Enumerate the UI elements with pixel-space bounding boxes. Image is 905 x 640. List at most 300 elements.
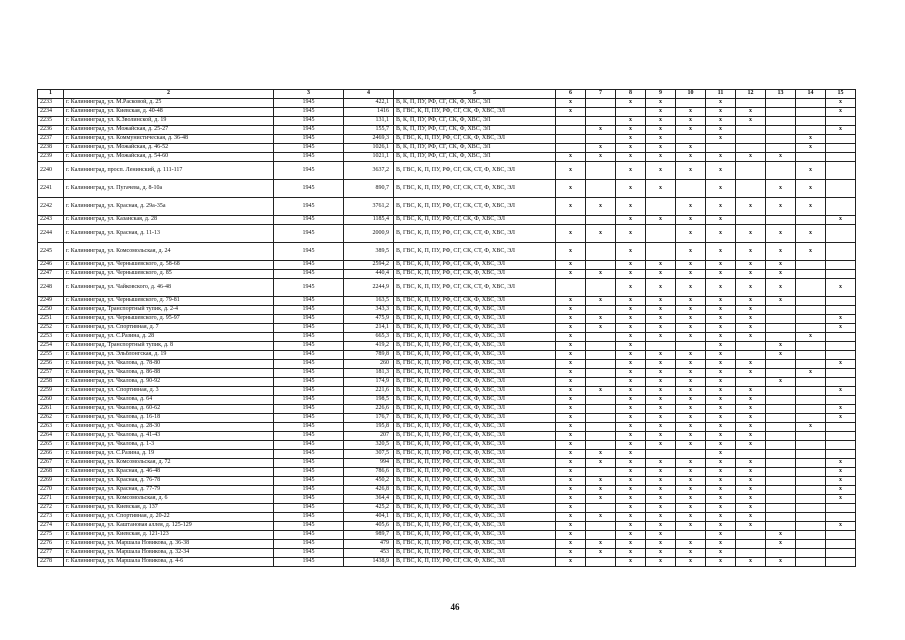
mark-cell: x bbox=[706, 477, 736, 486]
area-cell: 453 bbox=[344, 549, 394, 558]
area-cell: 2594,2 bbox=[344, 261, 394, 270]
mark-cell: x bbox=[556, 243, 586, 261]
systems-cell: В, ГВС, К, П, ПУ, РФ, СГ, СК, Ф, ХВС, ЭЛ bbox=[394, 477, 556, 486]
mark-cell: x bbox=[586, 387, 616, 396]
mark-cell bbox=[766, 495, 796, 504]
mark-cell: x bbox=[826, 387, 856, 396]
mark-cell bbox=[766, 396, 796, 405]
address-cell: г. Калининград, ул. Можайская, д. 54-60 bbox=[64, 153, 274, 162]
area-cell: 440,4 bbox=[344, 270, 394, 279]
mark-cell: x bbox=[556, 396, 586, 405]
mark-cell: x bbox=[736, 261, 766, 270]
mark-cell bbox=[826, 261, 856, 270]
mark-cell: x bbox=[586, 126, 616, 135]
row-number: 2249 bbox=[38, 297, 64, 306]
mark-cell: x bbox=[736, 333, 766, 342]
address-cell: г. Калининград, ул. Каштановая аллея, д. 125-129 bbox=[64, 522, 274, 531]
address-cell: г. Калининград, ул. Чернышевского, д. 85 bbox=[64, 270, 274, 279]
table-row bbox=[38, 531, 856, 540]
mark-cell: x bbox=[586, 477, 616, 486]
address-cell: г. Калининград, ул. Чкалова, д. 1-3 bbox=[64, 441, 274, 450]
mark-cell bbox=[796, 486, 826, 495]
mark-cell: x bbox=[826, 279, 856, 297]
row-number: 2258 bbox=[38, 378, 64, 387]
systems-cell: В, ГВС, К, П, ПУ, РФ, СГ, СК, Ф, ХВС, ЭЛ bbox=[394, 450, 556, 459]
mark-cell bbox=[556, 216, 586, 225]
mark-cell: x bbox=[616, 243, 646, 261]
column-header-2: 2 bbox=[64, 90, 274, 99]
mark-cell: x bbox=[616, 423, 646, 432]
mark-cell bbox=[826, 531, 856, 540]
mark-cell: x bbox=[556, 99, 586, 108]
mark-cell: x bbox=[706, 405, 736, 414]
mark-cell: x bbox=[616, 414, 646, 423]
area-cell: 181,3 bbox=[344, 369, 394, 378]
mark-cell bbox=[586, 135, 616, 144]
table-row bbox=[38, 522, 856, 531]
mark-cell bbox=[766, 216, 796, 225]
address-cell: г. Калининград, ул. Киевская, д. 137 bbox=[64, 504, 274, 513]
area-cell: 221,6 bbox=[344, 387, 394, 396]
systems-cell: В, ГВС, К, П, ПУ, РФ, СГ, СК, Ф, ХВС, ЭЛ bbox=[394, 360, 556, 369]
mark-cell: x bbox=[556, 324, 586, 333]
table-row bbox=[38, 324, 856, 333]
mark-cell: x bbox=[676, 324, 706, 333]
mark-cell bbox=[556, 126, 586, 135]
mark-cell bbox=[796, 216, 826, 225]
row-number: 2262 bbox=[38, 414, 64, 423]
row-number: 2257 bbox=[38, 369, 64, 378]
year-cell: 1945 bbox=[274, 297, 344, 306]
mark-cell bbox=[826, 450, 856, 459]
mark-cell: x bbox=[586, 324, 616, 333]
mark-cell: x bbox=[616, 297, 646, 306]
mark-cell: x bbox=[706, 162, 736, 180]
area-cell: 176,7 bbox=[344, 414, 394, 423]
area-cell: 3761,2 bbox=[344, 198, 394, 216]
mark-cell: x bbox=[706, 468, 736, 477]
mark-cell: x bbox=[706, 180, 736, 198]
year-cell: 1945 bbox=[274, 468, 344, 477]
address-cell: г. Калининград, ул. Комсомольская, д. 6 bbox=[64, 495, 274, 504]
mark-cell: x bbox=[736, 369, 766, 378]
address-cell: г. Калининград, ул. Красная, д. 29а-35а bbox=[64, 198, 274, 216]
mark-cell: x bbox=[646, 162, 676, 180]
table-row bbox=[38, 198, 856, 216]
row-number: 2251 bbox=[38, 315, 64, 324]
row-number: 2270 bbox=[38, 486, 64, 495]
mark-cell: x bbox=[586, 270, 616, 279]
table-row bbox=[38, 414, 856, 423]
mark-cell: x bbox=[616, 513, 646, 522]
row-number: 2253 bbox=[38, 333, 64, 342]
address-cell: г. Калининград, ул. Красная, д. 11-13 bbox=[64, 225, 274, 243]
mark-cell bbox=[826, 351, 856, 360]
mark-cell: x bbox=[616, 342, 646, 351]
mark-cell: x bbox=[646, 459, 676, 468]
mark-cell bbox=[796, 468, 826, 477]
mark-cell: x bbox=[646, 279, 676, 297]
systems-cell: В, К, П, ПУ, РФ, СГ, СК, Ф, ХВС, ЭЛ bbox=[394, 126, 556, 135]
mark-cell: x bbox=[556, 198, 586, 216]
mark-cell bbox=[826, 540, 856, 549]
address-cell: г. Калининград, ул. Чкалова, д. 41-43 bbox=[64, 432, 274, 441]
mark-cell: x bbox=[646, 351, 676, 360]
mark-cell: x bbox=[556, 369, 586, 378]
mark-cell: x bbox=[646, 432, 676, 441]
mark-cell: x bbox=[556, 297, 586, 306]
row-number: 2243 bbox=[38, 216, 64, 225]
mark-cell: x bbox=[616, 162, 646, 180]
address-cell: г. Калининград, ул. Эльблонгская, д. 19 bbox=[64, 351, 274, 360]
mark-cell: x bbox=[616, 486, 646, 495]
mark-cell bbox=[736, 531, 766, 540]
mark-cell: x bbox=[676, 108, 706, 117]
table-row bbox=[38, 477, 856, 486]
mark-cell: x bbox=[616, 540, 646, 549]
area-cell: 475,9 bbox=[344, 315, 394, 324]
mark-cell bbox=[586, 405, 616, 414]
mark-cell: x bbox=[736, 432, 766, 441]
mark-cell bbox=[616, 108, 646, 117]
mark-cell: x bbox=[676, 387, 706, 396]
systems-cell: В, ГВС, К, П, ПУ, РФ, СГ, СК, СТ, Ф, ХВС, ЭЛ bbox=[394, 243, 556, 261]
address-cell: г. Калининград, ул. Маршала Новикова, д. 4-6 bbox=[64, 558, 274, 567]
row-number: 2271 bbox=[38, 495, 64, 504]
mark-cell: x bbox=[676, 504, 706, 513]
year-cell: 1945 bbox=[274, 369, 344, 378]
mark-cell: x bbox=[556, 486, 586, 495]
mark-cell: x bbox=[646, 558, 676, 567]
year-cell: 1945 bbox=[274, 549, 344, 558]
mark-cell bbox=[586, 441, 616, 450]
mark-cell bbox=[586, 414, 616, 423]
mark-cell bbox=[736, 144, 766, 153]
mark-cell: x bbox=[556, 513, 586, 522]
row-number: 2261 bbox=[38, 405, 64, 414]
mark-cell: x bbox=[616, 126, 646, 135]
area-cell: 198,5 bbox=[344, 396, 394, 405]
mark-cell: x bbox=[616, 117, 646, 126]
mark-cell bbox=[826, 117, 856, 126]
mark-cell: x bbox=[736, 108, 766, 117]
mark-cell bbox=[826, 243, 856, 261]
mark-cell: x bbox=[556, 540, 586, 549]
mark-cell bbox=[676, 450, 706, 459]
mark-cell bbox=[796, 126, 826, 135]
mark-cell: x bbox=[616, 270, 646, 279]
table-row bbox=[38, 513, 856, 522]
mark-cell: x bbox=[676, 495, 706, 504]
table-row bbox=[38, 540, 856, 549]
mark-cell: x bbox=[586, 495, 616, 504]
mark-cell bbox=[736, 126, 766, 135]
mark-cell: x bbox=[616, 432, 646, 441]
year-cell: 1945 bbox=[274, 405, 344, 414]
year-cell: 1945 bbox=[274, 135, 344, 144]
mark-cell: x bbox=[676, 297, 706, 306]
mark-cell bbox=[586, 378, 616, 387]
systems-cell: В, ГВС, К, П, ПУ, РФ, СГ, СК, Ф, ХВС, ЭЛ bbox=[394, 333, 556, 342]
document-table-container bbox=[37, 89, 855, 567]
mark-cell bbox=[766, 441, 796, 450]
mark-cell: x bbox=[736, 297, 766, 306]
mark-cell bbox=[646, 225, 676, 243]
systems-cell: В, ГВС, К, П, ПУ, РФ, СГ, СК, Ф, ХВС, ЭЛ bbox=[394, 297, 556, 306]
mark-cell: x bbox=[706, 423, 736, 432]
row-number: 2233 bbox=[38, 99, 64, 108]
mark-cell bbox=[796, 459, 826, 468]
area-cell: 1021,1 bbox=[344, 153, 394, 162]
mark-cell: x bbox=[586, 315, 616, 324]
mark-cell: x bbox=[766, 225, 796, 243]
row-number: 2235 bbox=[38, 117, 64, 126]
year-cell: 1945 bbox=[274, 153, 344, 162]
mark-cell: x bbox=[676, 369, 706, 378]
area-cell: 3637,2 bbox=[344, 162, 394, 180]
year-cell: 1945 bbox=[274, 450, 344, 459]
mark-cell: x bbox=[616, 315, 646, 324]
row-number: 2263 bbox=[38, 423, 64, 432]
mark-cell: x bbox=[556, 441, 586, 450]
table-row bbox=[38, 486, 856, 495]
mark-cell: x bbox=[676, 513, 706, 522]
mark-cell: x bbox=[706, 504, 736, 513]
mark-cell: x bbox=[616, 144, 646, 153]
mark-cell: x bbox=[616, 531, 646, 540]
table-row bbox=[38, 315, 856, 324]
area-cell: 890,7 bbox=[344, 180, 394, 198]
mark-cell: x bbox=[736, 405, 766, 414]
mark-cell bbox=[796, 315, 826, 324]
mark-cell bbox=[586, 216, 616, 225]
mark-cell bbox=[556, 144, 586, 153]
year-cell: 1945 bbox=[274, 522, 344, 531]
area-cell: 155,7 bbox=[344, 126, 394, 135]
mark-cell: x bbox=[556, 387, 586, 396]
row-number: 2260 bbox=[38, 396, 64, 405]
mark-cell: x bbox=[616, 198, 646, 216]
row-number: 2252 bbox=[38, 324, 64, 333]
row-number: 2250 bbox=[38, 306, 64, 315]
mark-cell: x bbox=[766, 378, 796, 387]
mark-cell: x bbox=[616, 495, 646, 504]
mark-cell bbox=[826, 135, 856, 144]
mark-cell: x bbox=[556, 225, 586, 243]
mark-cell bbox=[766, 432, 796, 441]
row-number: 2259 bbox=[38, 387, 64, 396]
mark-cell: x bbox=[676, 144, 706, 153]
mark-cell: x bbox=[706, 486, 736, 495]
mark-cell: x bbox=[646, 99, 676, 108]
mark-cell: x bbox=[706, 315, 736, 324]
systems-cell: В, ГВС, К, П, ПУ, РФ, СГ, СК, Ф, ХВС, ЭЛ bbox=[394, 558, 556, 567]
column-header-7: 7 bbox=[586, 90, 616, 99]
mark-cell bbox=[556, 117, 586, 126]
mark-cell: x bbox=[646, 315, 676, 324]
address-cell: г. Калининград, ул. С.Разина, д. 19 bbox=[64, 450, 274, 459]
mark-cell bbox=[736, 162, 766, 180]
mark-cell: x bbox=[766, 153, 796, 162]
table-row bbox=[38, 558, 856, 567]
area-cell: 207 bbox=[344, 432, 394, 441]
mark-cell: x bbox=[556, 414, 586, 423]
systems-cell: В, ГВС, К, П, ПУ, РФ, СГ, СК, Ф, ХВС, ЭЛ bbox=[394, 387, 556, 396]
mark-cell bbox=[766, 333, 796, 342]
mark-cell bbox=[796, 495, 826, 504]
year-cell: 1945 bbox=[274, 243, 344, 261]
mark-cell: x bbox=[616, 324, 646, 333]
mark-cell: x bbox=[646, 405, 676, 414]
mark-cell bbox=[826, 144, 856, 153]
mark-cell: x bbox=[676, 459, 706, 468]
mark-cell bbox=[766, 477, 796, 486]
address-cell: г. Калининград, ул. Чернышевского, д. 58-68 bbox=[64, 261, 274, 270]
mark-cell: x bbox=[766, 342, 796, 351]
mark-cell: x bbox=[556, 378, 586, 387]
year-cell: 1945 bbox=[274, 540, 344, 549]
row-number: 2247 bbox=[38, 270, 64, 279]
mark-cell: x bbox=[706, 117, 736, 126]
mark-cell bbox=[796, 351, 826, 360]
area-cell: 789,8 bbox=[344, 351, 394, 360]
mark-cell bbox=[766, 324, 796, 333]
mark-cell bbox=[736, 216, 766, 225]
mark-cell bbox=[796, 432, 826, 441]
mark-cell: x bbox=[616, 405, 646, 414]
row-number: 2244 bbox=[38, 225, 64, 243]
mark-cell: x bbox=[676, 360, 706, 369]
mark-cell bbox=[826, 270, 856, 279]
mark-cell bbox=[826, 153, 856, 162]
row-number: 2275 bbox=[38, 531, 64, 540]
mark-cell: x bbox=[616, 153, 646, 162]
column-header-15: 15 bbox=[826, 90, 856, 99]
mark-cell: x bbox=[736, 441, 766, 450]
mark-cell: x bbox=[796, 180, 826, 198]
mark-cell: x bbox=[796, 162, 826, 180]
table-row bbox=[38, 153, 856, 162]
year-cell: 1945 bbox=[274, 423, 344, 432]
mark-cell: x bbox=[616, 378, 646, 387]
year-cell: 1945 bbox=[274, 459, 344, 468]
mark-cell: x bbox=[646, 513, 676, 522]
mark-cell: x bbox=[706, 333, 736, 342]
mark-cell: x bbox=[706, 270, 736, 279]
mark-cell bbox=[766, 486, 796, 495]
mark-cell: x bbox=[736, 477, 766, 486]
mark-cell: x bbox=[736, 522, 766, 531]
mark-cell: x bbox=[676, 432, 706, 441]
mark-cell: x bbox=[646, 414, 676, 423]
mark-cell: x bbox=[586, 144, 616, 153]
mark-cell: x bbox=[646, 333, 676, 342]
mark-cell: x bbox=[646, 126, 676, 135]
systems-cell: В, К, П, ПУ, РФ, СГ, СК, Ф, ХВС, ЭЛ bbox=[394, 144, 556, 153]
row-number: 2241 bbox=[38, 180, 64, 198]
mark-cell bbox=[736, 450, 766, 459]
year-cell: 1945 bbox=[274, 126, 344, 135]
mark-cell: x bbox=[736, 153, 766, 162]
mark-cell: x bbox=[706, 522, 736, 531]
mark-cell bbox=[676, 342, 706, 351]
address-cell: г. Калининград, ул. Можайская, д. 25-27 bbox=[64, 126, 274, 135]
mark-cell bbox=[796, 360, 826, 369]
mark-cell bbox=[796, 324, 826, 333]
year-cell: 1945 bbox=[274, 477, 344, 486]
mark-cell bbox=[796, 279, 826, 297]
mark-cell: x bbox=[616, 549, 646, 558]
mark-cell: x bbox=[796, 135, 826, 144]
year-cell: 1945 bbox=[274, 333, 344, 342]
mark-cell: x bbox=[706, 558, 736, 567]
area-cell: 226,6 bbox=[344, 405, 394, 414]
table-row bbox=[38, 261, 856, 270]
mark-cell: x bbox=[676, 441, 706, 450]
mark-cell: x bbox=[556, 423, 586, 432]
mark-cell bbox=[796, 477, 826, 486]
mark-cell: x bbox=[826, 315, 856, 324]
row-number: 2238 bbox=[38, 144, 64, 153]
table-row bbox=[38, 99, 856, 108]
mark-cell bbox=[586, 180, 616, 198]
area-cell: 364,4 bbox=[344, 495, 394, 504]
mark-cell bbox=[766, 315, 796, 324]
row-number: 2240 bbox=[38, 162, 64, 180]
mark-cell: x bbox=[766, 558, 796, 567]
year-cell: 1945 bbox=[274, 324, 344, 333]
row-number: 2266 bbox=[38, 450, 64, 459]
year-cell: 1945 bbox=[274, 198, 344, 216]
mark-cell bbox=[826, 396, 856, 405]
row-number: 2239 bbox=[38, 153, 64, 162]
mark-cell: x bbox=[706, 126, 736, 135]
mark-cell: x bbox=[556, 450, 586, 459]
mark-cell bbox=[766, 459, 796, 468]
area-cell: 320,5 bbox=[344, 441, 394, 450]
mark-cell: x bbox=[616, 135, 646, 144]
mark-cell bbox=[826, 432, 856, 441]
mark-cell bbox=[556, 135, 586, 144]
mark-cell: x bbox=[556, 342, 586, 351]
address-cell: г. Калининград, ул. Чкалова, д. 64 bbox=[64, 396, 274, 405]
mark-cell bbox=[766, 522, 796, 531]
mark-cell bbox=[796, 342, 826, 351]
table-body bbox=[38, 99, 856, 567]
table-row bbox=[38, 342, 856, 351]
row-number: 2277 bbox=[38, 549, 64, 558]
row-number: 2234 bbox=[38, 108, 64, 117]
mark-cell: x bbox=[676, 351, 706, 360]
mark-cell bbox=[826, 297, 856, 306]
mark-cell: x bbox=[676, 117, 706, 126]
year-cell: 1945 bbox=[274, 225, 344, 243]
mark-cell: x bbox=[676, 477, 706, 486]
mark-cell: x bbox=[586, 513, 616, 522]
systems-cell: В, ГВС, К, П, ПУ, РФ, СГ, СК, Ф, ХВС, ЭЛ bbox=[394, 351, 556, 360]
mark-cell bbox=[796, 378, 826, 387]
mark-cell: x bbox=[676, 306, 706, 315]
mark-cell bbox=[706, 144, 736, 153]
systems-cell: В, ГВС, К, П, ПУ, РФ, СГ, СК, Ф, ХВС, ЭЛ bbox=[394, 441, 556, 450]
mark-cell: x bbox=[826, 468, 856, 477]
mark-cell: x bbox=[826, 126, 856, 135]
year-cell: 1945 bbox=[274, 378, 344, 387]
mark-cell: x bbox=[736, 306, 766, 315]
mark-cell: x bbox=[766, 243, 796, 261]
area-cell: 195,8 bbox=[344, 423, 394, 432]
address-cell: г. Калининград, Транспортный тупик, д. 8 bbox=[64, 342, 274, 351]
